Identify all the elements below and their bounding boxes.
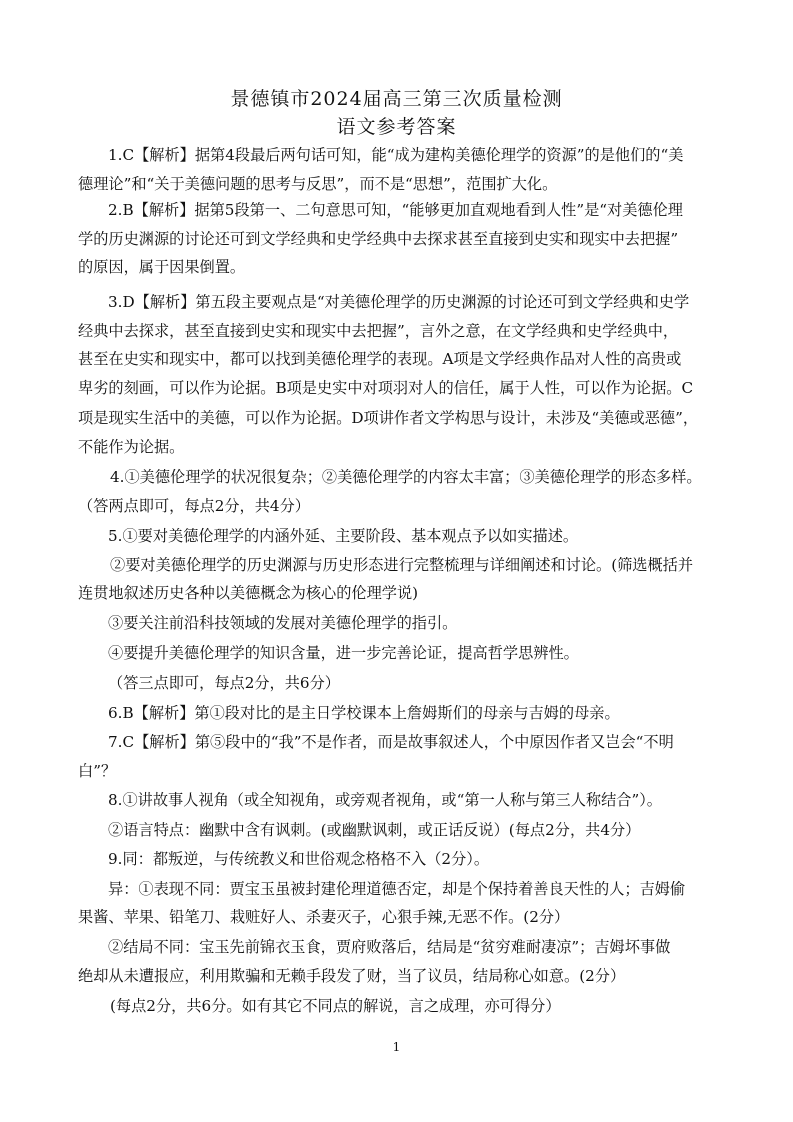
answer-7-line-2: 白”？ [78,762,117,780]
answer-5-line-3: 连贯地叙述历史各种以美德概念为核心的伦理学说) [78,584,419,602]
answer-9-line-5: 绝却从未遭报应，利用欺骗和无赖手段发了财，当了议员，结局称心如意。(2分） [78,967,626,985]
answer-3-line-2: 经典中去探求，甚至直接到史实和现实中去把握”，言外之意，在文学经典和史学经典中， [78,322,679,340]
answer-7-line-1: 7.C【解析】第⑤段中的“我”不是作者，而是故事叙述人，个中原因作者又岂会“不明 [108,733,674,751]
answer-8-line-1: 8.①讲故事人视角（或全知视角，或旁观者视角，或“第一人称与第三人称结合”）。 [108,791,662,809]
answer-9-line-6: (每点2分，共6分。如有其它不同点的解说，言之成理，亦可得分） [110,997,561,1015]
answer-1-line-2: 德理论”和“关于美德问题的思考与反思”，而不是“思想”，范围扩大化。 [78,175,558,193]
answer-5-line-6: （答三点即可，每点2分，共6分） [108,674,340,692]
answer-8-line-2: ②语言特点：幽默中含有讽刺。(或幽默讽刺，或正话反说）(每点2分，共4分） [108,821,641,839]
answer-1-line-1: 1.C【解析】据第4段最后两句话可知，能“成为建构美德伦理学的资源”的是他们的“美 [108,146,684,164]
page-title: 景德镇市2024届高三第三次质量检测 [230,88,563,110]
answer-9-line-3: 果酱、苹果、铅笔刀、栽赃好人、杀妻灭子，心狠手辣,无恶不作。(2分） [78,908,570,926]
answer-9-line-4: ②结局不同：宝玉先前锦衣玉食，贾府败落后，结局是“贫穷难耐凄凉”；吉姆坏事做 [108,938,671,956]
answer-9-line-1: 9.同：都叛逆，与传统教义和世俗观念格格不入（2分）。 [108,850,490,868]
answer-4-line-2: （答两点即可，每点2分，共4分） [78,497,310,515]
answer-3-line-6: 不能作为论据。 [78,438,185,456]
answer-3-line-1: 3.D【解析】第五段主要观点是“对美德伦理学的历史渊源的讨论还可到文学经典和史学 [108,293,690,311]
answer-9-line-2: 异：①表现不同：贾宝玉虽被封建伦理道德否定，却是个保持着善良天性的人；吉姆偷 [108,880,686,898]
answer-2-line-3: 的原因，属于因果倒置。 [78,258,246,276]
answer-3-line-4: 卑劣的刻画，可以作为论据。B项是史实中对项羽对人的信任，属于人性，可以作为论据。C [78,379,694,397]
answer-6-line-1: 6.B【解析】第①段对比的是主日学校课本上詹姆斯们的母亲与吉姆的母亲。 [108,704,620,722]
answer-5-line-1: 5.①要对美德伦理学的内涵外延、主要阶段、基本观点予以如实描述。 [108,527,579,545]
answer-4-line-1: 4.①美德伦理学的状况很复杂；②美德伦理学的内容太丰富；③美德伦理学的形态多样。 [110,468,702,486]
page-subtitle: 语文参考答案 [336,116,457,138]
answer-3-line-5: 项是现实生活中的美德，可以作为论据。D项讲作者文学构思与设计，未涉及“美德或恶德”， [78,409,699,427]
answer-2-line-1: 2.B【解析】据第5段第一、二句意思可知，“能够更加直观地看到人性”是“对美德伦理 [108,201,683,219]
answer-5-line-4: ③要关注前沿科技领域的发展对美德伦理学的指引。 [108,614,458,632]
page-number: 1 [392,1040,401,1054]
answer-5-line-5: ④要提升美德伦理学的知识含量，进一步完善论证，提高哲学思辨性。 [108,644,579,662]
answer-2-line-2: 学的历史渊源的讨论还可到文学经典和史学经典中去探求甚至直接到史实和现实中去把握” [78,230,679,248]
answer-3-line-3: 甚至在史实和现实中，都可以找到美德伦理学的表现。A项是文学经典作品对人性的高贵或 [78,350,682,368]
answer-5-line-2: ②要对美德伦理学的历史渊源与历史形态进行完整梳理与详细阐述和讨论。(筛选概括并 [110,556,694,574]
